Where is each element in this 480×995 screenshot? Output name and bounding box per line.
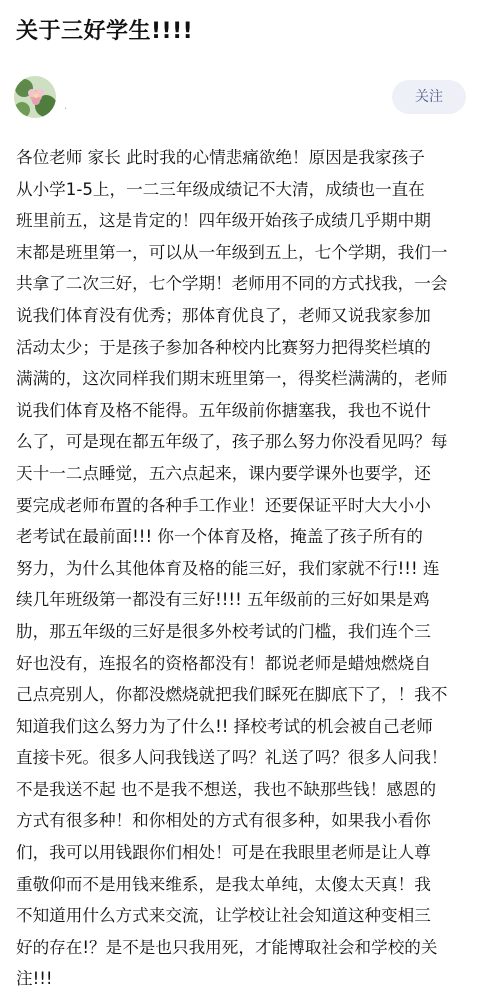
post-body-line: 各位老师 家长 此时我的心情悲痛欲绝！原因是我家孩子 [16,148,425,167]
post-body-line: 末都是班里第一，可以从一年级到五上，七个学期，我们一 [16,242,448,262]
post-body-line: 努力，为什么其他体育及格的能三好，我们家就不行!!! 连 [16,558,440,578]
post-body-line: 说我们体育没有优秀；那体育优良了，老师又说我家参加 [16,305,431,325]
post-body-line: 好的存在!？是不是也只我用死，才能博取社会和学校的关 [16,937,438,957]
post-body-line: 老考试在最前面!!! 你一个体育及格，掩盖了孩子所有的 [16,527,423,547]
post-body-line: 班里前五，这是肯定的！四年级开始孩子成绩几乎期中期 [16,211,431,231]
post-body-line: 己点亮别人，你都没燃烧就把我们睬死在脚底下了，！我不 [16,685,448,705]
avatar[interactable] [14,76,56,118]
post-body-line: 续几年班级第一都没有三好!!!! 五年级前的三好如果是鸡 [16,590,430,610]
post-body-line: 重敬仰而不是用钱来维系，是我太单纯，太傻太天真！我 [16,874,431,894]
post-body-line: 知道我们这么努力为了什么!! 择校考试的机会被自己老师 [16,716,433,736]
avatar-flower-image [14,76,56,118]
post-body-line: 么了，可是现在都五年级了，孩子那么努力你没看见吗？每 [16,432,448,452]
post-body-line: 好也没有，连报名的资格都没有！都说老师是蜡烛燃烧自 [16,653,431,673]
post-body-line: 不是我送不起 也不是我不想送，我也不缺那些钱！感恩的 [16,779,437,799]
post-body [16,142,466,995]
post-body-line: 直接卡死。很多人问我钱送了吗？礼送了吗？很多人问我！ [16,748,448,768]
post-body-line: 从小学1-5上，一二三年级成绩记不大清，成绩也一直在 [16,179,425,199]
post-body-line: 肋，那五年级的三好是很多外校考试的门槛，我们连个三 [16,621,431,641]
post-body-line: 满满的，这次同样我们期末班里第一，得奖栏满满的，老师 [16,369,448,389]
follow-button[interactable]: 关注 [392,80,466,114]
post-body-line: 活动太少；于是孩子参加各种校内比赛努力把得奖栏填的 [16,337,431,357]
post-body-line: 共拿了二次三好，七个学期！老师用不同的方式找我，一会 [16,274,448,294]
post-body-line: 注!!! [16,969,53,989]
post-body-line: 不知道用什么方式来交流，让学校让社会知道这种变相三 [16,906,431,926]
author-name: · [64,104,68,115]
post-body-line: 天十一二点睡觉，五六点起来，课内要学课外也要学，还 [16,463,431,483]
post-body-line: 们，我可以用钱跟你们相处！可是在我眼里老师是让人尊 [16,843,431,863]
post-body-line: 要完成老师布置的各种手工作业！还要保证平时大大小小 [16,495,431,515]
post-title: 关于三好学生!!!! [16,19,194,44]
post-body-line: 说我们体育及格不能得。五年级前你搪塞我，我也不说什 [16,400,431,420]
author-row [14,76,466,120]
post-body-line: 方式有很多种！和你相处的方式有很多种，如果我小看你 [16,811,431,831]
